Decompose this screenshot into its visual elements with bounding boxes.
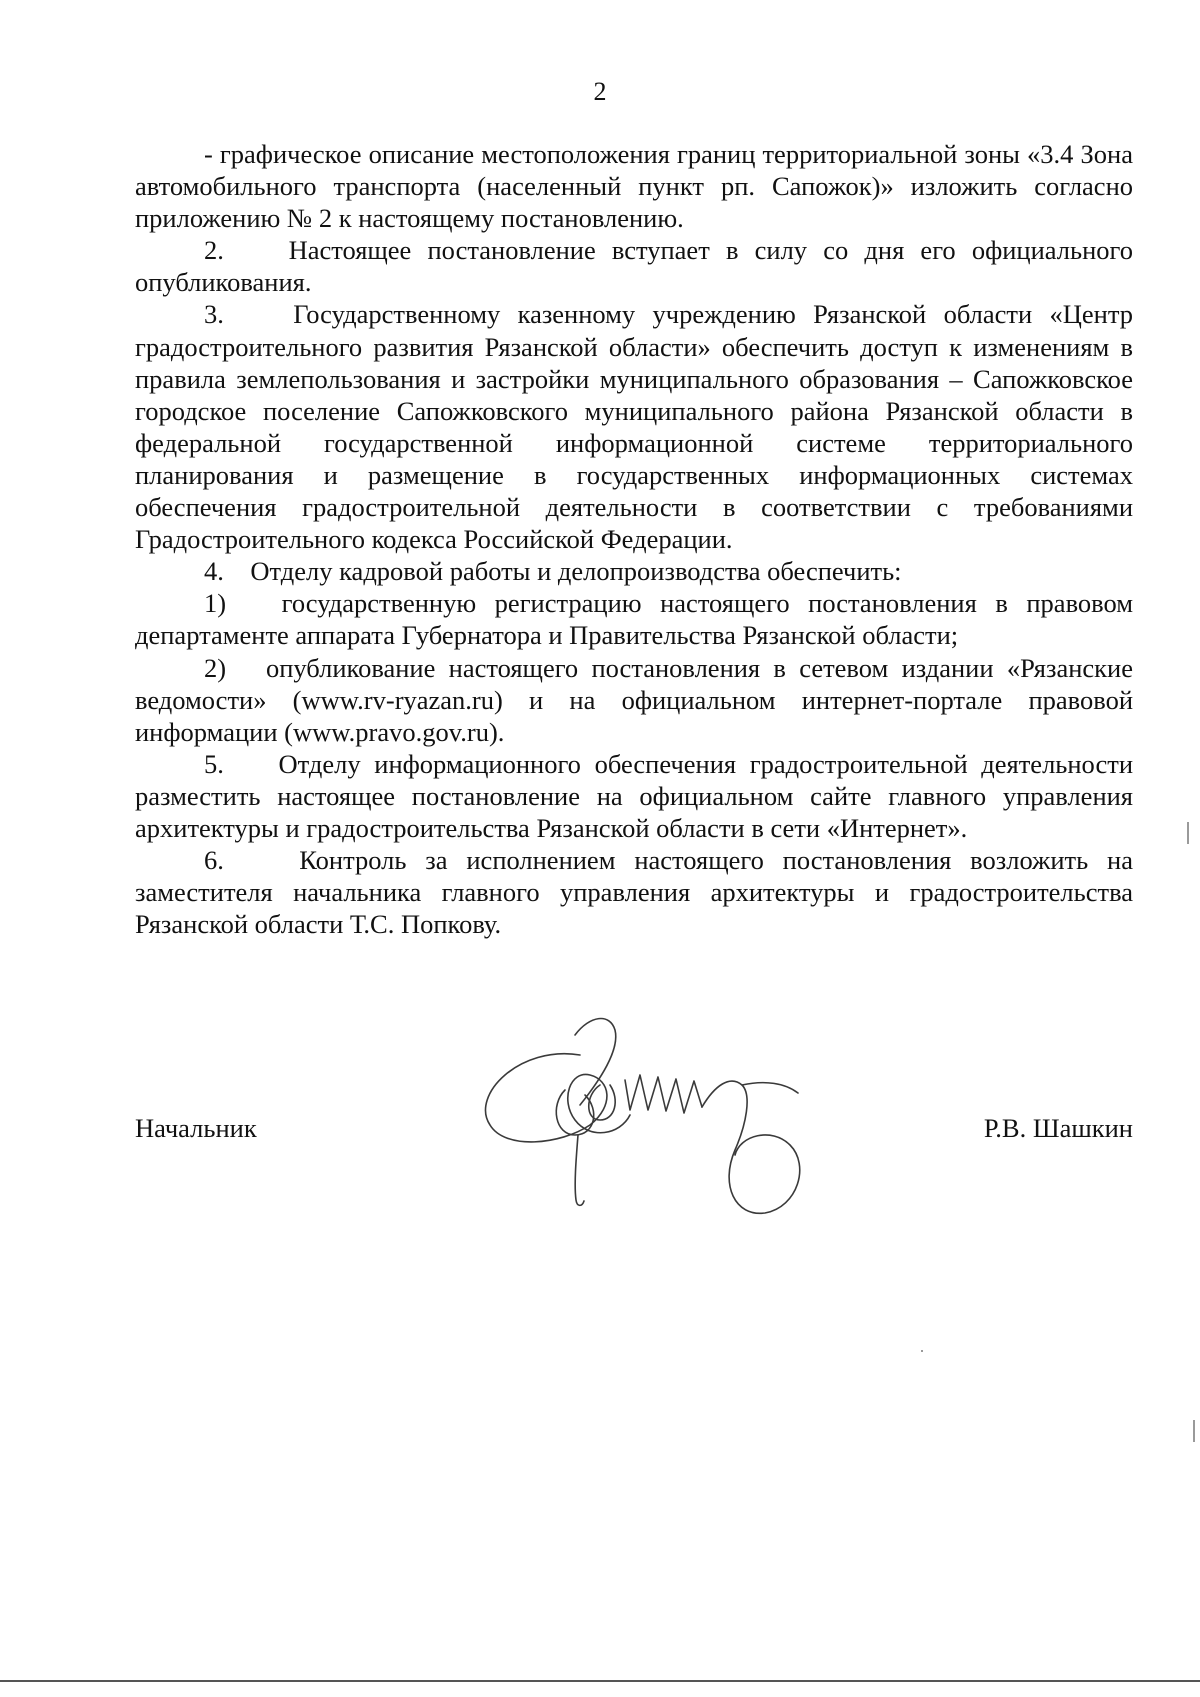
paragraph-item-3: 3. Государственному казенному учреждению Рязанской области «Центр градостроительного развития Рязанской области» обеспечить доступ к изменениям в правила землепользования и застройки муниципального образования – Сапожковское городское поселение Сапожковского муниципального района Рязанской области в федеральной государственной информационной системе территориального планирования и размещение в государственных информационных системах обеспечения градостроительной деятельности в соответствии с требованиями Градостроительного кодекса Российской Федерации. <box>135 299 1133 555</box>
paragraph-zone-description: - графическое описание местоположения границ территориальной зоны «3.4 Зона автомобильного транспорта (населенный пункт рп. Сапожок)» изложить согласно приложению № 2 к настоящему постановлению. <box>135 139 1133 234</box>
paragraph-item-4: 4. Отделу кадровой работы и делопроизводства обеспечить: <box>204 556 902 587</box>
scan-artifact-mark <box>1187 822 1189 844</box>
paragraph-item-5: 5. Отделу информационного обеспечения градостроительной деятельности разместить настоящее постановление на официальном сайте главного управления архитектуры и градостроительства Рязанской области в сети «Интернет». <box>135 748 1133 843</box>
signatory-title: Начальник <box>135 1113 257 1143</box>
paragraph-item-6: 6. Контроль за исполнением настоящего постановления возложить на заместителя начальника главного управления архитектуры и градостроительства Рязанской области Т.С. Попкову. <box>135 845 1133 940</box>
handwritten-signature-icon <box>480 985 860 1225</box>
signatory-name: Р.В. Шашкин <box>983 1113 1133 1143</box>
scan-artifact-mark <box>1193 1420 1195 1442</box>
document-body <box>135 138 1133 940</box>
paragraph-item-2: 2. Настоящее постановление вступает в силу со дня его официального опубликования. <box>135 235 1133 298</box>
bottom-scan-edge <box>0 1680 1200 1682</box>
page-number: 2 <box>593 77 607 106</box>
paragraph-subitem-2: 2) опубликование настоящего постановления в сетевом издании «Рязанские ведомости» (www.rv-ryazan.ru) и на официальном интернет-портале правовой информации (www.pravo.gov.ru). <box>135 652 1133 747</box>
paragraph-subitem-1: 1) государственную регистрацию настоящего постановления в правовом департаменте аппарата Губернатора и Правительства Рязанской области; <box>135 588 1133 651</box>
scan-artifact-mark <box>921 1350 923 1352</box>
